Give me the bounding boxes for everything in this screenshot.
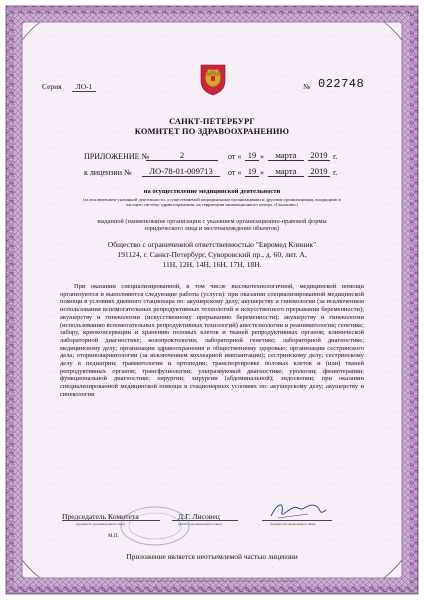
issued-to-label: выданной	[97, 218, 124, 225]
license-number: 022748	[318, 77, 365, 91]
series-label: Серия	[42, 82, 62, 91]
issued-number: ЛО-78-01-009713	[142, 166, 220, 177]
appendix-month: марта	[268, 150, 304, 161]
issued-month: марта	[268, 166, 304, 177]
coat-of-arms-emblem	[198, 62, 228, 96]
title-city: САНКТ-ПЕТЕРБУРГ	[169, 117, 255, 126]
issued-date-mid: »	[260, 168, 264, 177]
appendix-number: 2	[146, 150, 218, 161]
services-body: При оказании специализированной, в том числе высокотехнологичной, медицинской помощи организуются и выполняются следующие работы (услуги): при оказании специализированной медицинской помощи в условиях дневного стационара по: акушерскому делу; акушерству и гинекологии (за исключением использования вспомогательных репродуктивных технологий и искусственного прерывания беременности); акушерству и гинекологии (искусственному прерыванию беременности); акушерству и гинекологии (использованию вспомогательных репродуктивных технологий) анестезиологии и реаниматологии; генетике; забору, криоконсервации и хранению половых клеток и тканей репродуктивных органов; клинической лабораторной диагностике; колопроктологии; лабораторной генетике; лабораторной диагностике; медицинскому делу; организации здравоохранения и общественному здоровью; организации сестринского дела; оториноларингологии (за исключением кохлеарной имплантации); сестринскому делу; сестринскому делу в педиатрии; травматологии и ортопедии; транспортировке половых клеток и (или) тканей репродуктивных органов; трансфузиологии; ультразвуковой диагностике; урологии; физиотерапии; функциональной диагностике; хирургии; хирургии (абдоминальной); эндоскопии; при оказании специализированной медицинской помощи в стационарных условиях по: акушерскому делу; акушерству и гинекологии	[60, 283, 364, 398]
appendix-day: 19	[245, 150, 259, 161]
series-value: ЛО-1	[72, 82, 96, 92]
appendix-label: ПРИЛОЖЕНИЕ №	[84, 152, 150, 161]
appendix-year: 2019	[308, 150, 330, 161]
organization-premises: 11Н, 12Н, 14Н, 16Н, 17Н, 18Н.	[162, 260, 262, 269]
issued-year: 2019	[308, 166, 330, 177]
issued-year-suffix: г.	[333, 168, 338, 177]
issued-to-note: (наименование организации с указанием организационно-правовой формы юридического лица и местонахождение объектов)	[125, 218, 327, 233]
role-note: (должность уполномоченного лица)	[76, 522, 125, 526]
sign-note: (подпись уполномоченного лица)	[270, 522, 316, 526]
appendix-date-from: от «	[228, 152, 242, 161]
issued-date-from: от «	[228, 168, 242, 177]
appendix-year-suffix: г.	[333, 152, 338, 161]
handwritten-signature	[268, 498, 328, 522]
footer-note: Приложение является неотъемлемой частью лицензии	[126, 552, 298, 561]
title-committee: КОМИТЕТ ПО ЗДРАВООХРАНЕНИЮ	[134, 127, 290, 136]
signatory-role: Председатель Комитета	[62, 512, 139, 521]
printer-imprint: © АО «Гознак», Москва, 2018, «Б», № 5. Лицензия № 05-05-09/003 ФНС РФ, ТЗ № 120 от 10.01.2018. Тел.: (495) 726-47-42, www.goznak.ru	[125, 580, 299, 583]
name-note: (Ф.И.О. уполномоченного лица)	[178, 522, 222, 526]
activity-note: (за исключением указанной деятельности, осуществляемой медицинскими организациями и другими организациями, входящими в частную систему здравоохранения, на территории инновационного центра «Сколково»)	[83, 197, 341, 208]
appendix-date-mid: »	[260, 152, 264, 161]
official-stamp	[118, 504, 192, 548]
issued-label: к лицензии №	[84, 168, 132, 177]
organization-name: Общество с ограниченной ответственностью "Евромед Клиник"	[107, 240, 317, 249]
stamp-place-label: М.П.	[108, 534, 119, 539]
org-meta-block	[80, 218, 344, 232]
number-label: №	[303, 82, 311, 91]
signatory-name: Д.Г. Лисовец	[178, 512, 220, 521]
organization-address: 191124, г. Санкт-Петербург, Суворовский пр., д. 60, лит. А,	[117, 250, 307, 259]
activity-heading: на осуществление медицинской деятельности	[143, 188, 281, 195]
issued-day: 19	[245, 166, 259, 177]
